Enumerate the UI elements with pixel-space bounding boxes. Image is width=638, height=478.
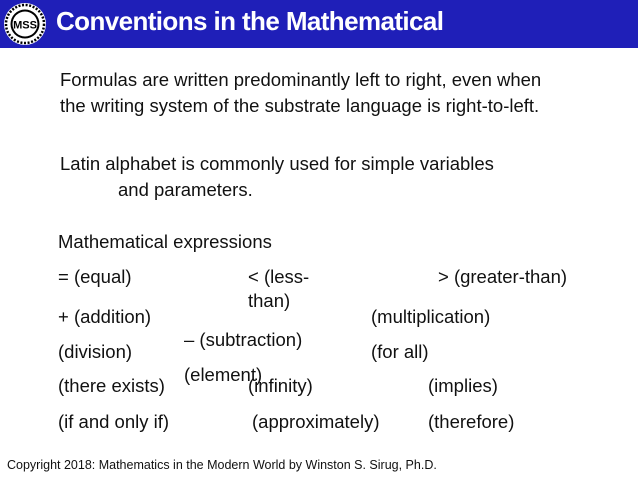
formula-direction-paragraph — [60, 67, 541, 119]
symbol-label: (approximately) — [252, 411, 380, 432]
title-bar — [0, 0, 638, 48]
symbol-label: (infinity) — [248, 375, 313, 396]
latin-alphabet-paragraph — [60, 151, 494, 203]
symbol-label: (element) — [184, 364, 263, 385]
symbol-multiplication — [371, 305, 490, 329]
symbol-iff — [58, 410, 169, 434]
paragraph-line: the writing system of the substrate language is right-to-left. — [60, 95, 540, 116]
symbol-less-than — [248, 265, 309, 313]
symbol-label: (there exists) — [58, 375, 165, 396]
svg-text:MSS: MSS — [13, 19, 37, 32]
symbol-implies — [428, 374, 498, 398]
symbol-division — [58, 340, 132, 364]
section-heading: Mathematical expressions — [58, 231, 272, 252]
symbol-less-than-line: < (less- — [248, 266, 310, 287]
symbol-label: (therefore) — [428, 411, 515, 432]
copyright-footer: Copyright 2018: Mathematics in the Modern World by Winston S. Sirug, Ph.D. — [7, 458, 437, 472]
symbol-less-than-line: than) — [248, 290, 291, 311]
symbol-label: (implies) — [428, 375, 498, 396]
slide-title: Conventions in the Mathematical — [56, 6, 444, 36]
symbol-label: (if and only if) — [58, 411, 170, 432]
mss-seal-logo-icon — [3, 2, 47, 46]
symbol-approximately — [252, 410, 380, 434]
symbol-label: (for all) — [371, 341, 429, 362]
symbol-subtraction: – (subtraction) — [184, 329, 303, 350]
symbol-greater-than: > (greater-than) — [438, 266, 568, 287]
symbol-there-exists — [58, 374, 165, 398]
paragraph-line: Formulas are written predominantly left to right, even when — [60, 69, 542, 90]
paragraph-line: Latin alphabet is commonly used for simple variables — [60, 153, 494, 174]
symbol-therefore — [428, 410, 514, 434]
symbol-equal: = (equal) — [58, 266, 132, 287]
symbol-for-all — [371, 340, 429, 364]
symbol-label: (multiplication) — [371, 306, 491, 327]
symbol-addition: + (addition) — [58, 306, 152, 327]
symbol-infinity — [248, 374, 313, 398]
paragraph-line: and parameters. — [118, 179, 253, 200]
symbol-label: (division) — [58, 341, 133, 362]
